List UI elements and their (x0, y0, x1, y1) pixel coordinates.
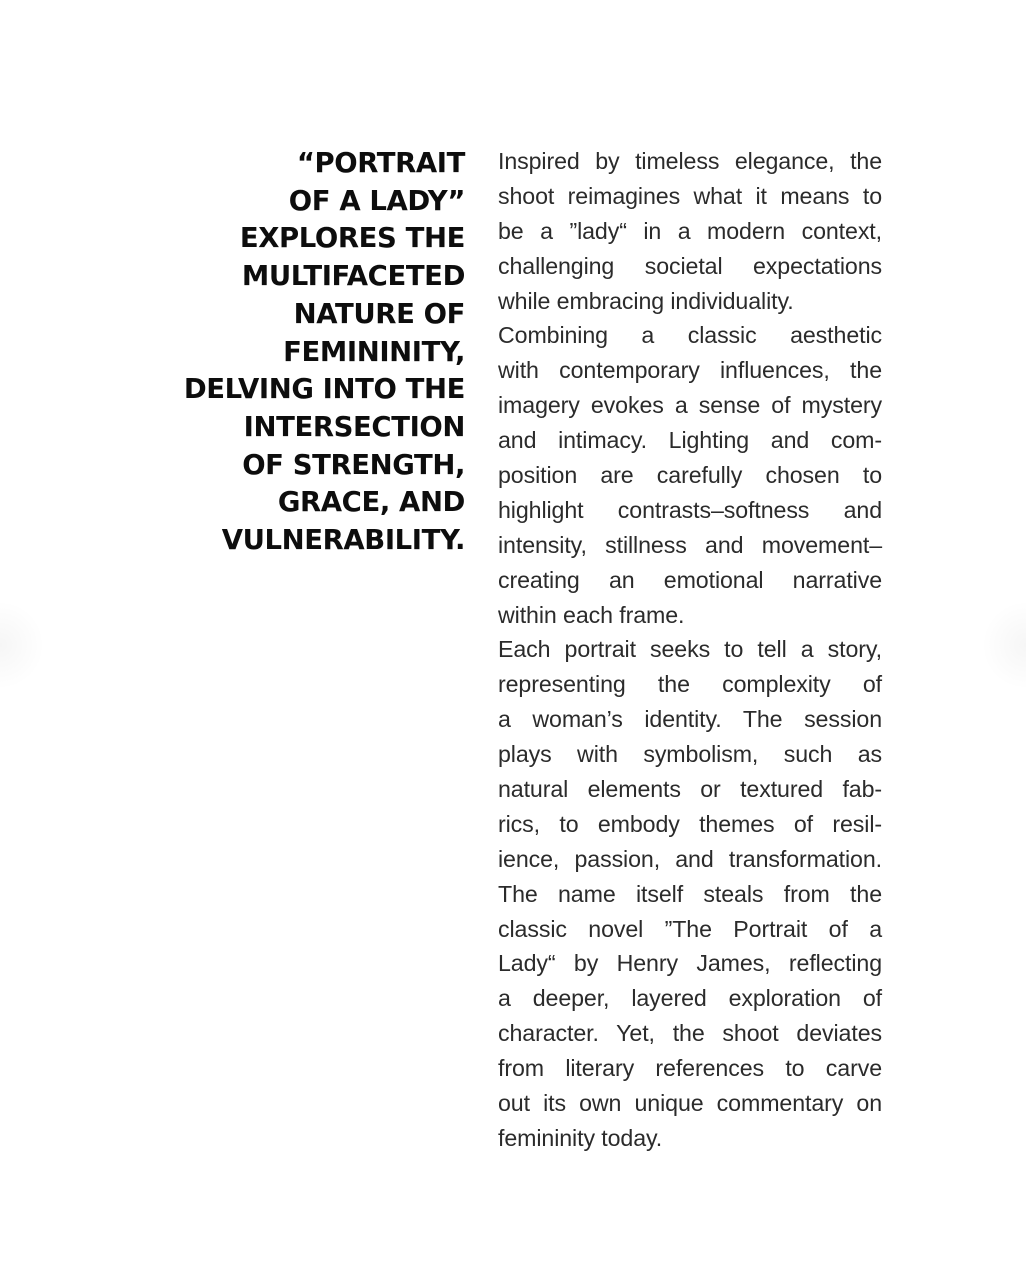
body-line: representing the complexity of (498, 671, 882, 698)
pull-quote-heading (120, 145, 465, 560)
body-line: character. Yet, the shoot deviates (498, 1020, 882, 1047)
body-line: highlight contrasts–softness and (498, 496, 882, 523)
heading-line: FEMININITY, (283, 335, 465, 368)
body-line: with contemporary influences, the (498, 357, 882, 384)
heading-line: OF A LADY” (288, 184, 465, 217)
body-line: intensity, stillness and movement– (498, 531, 882, 558)
body-line: classic novel ”The Portrait of a (498, 915, 882, 942)
body-line: and intimacy. Lighting and com- (498, 427, 882, 454)
body-paragraphs (498, 144, 882, 1156)
body-line: creating an emotional narrative (498, 566, 882, 593)
heading-line: VULNERABILITY. (221, 524, 465, 557)
body-line: plays with symbolism, such as (498, 741, 882, 768)
body-line: within each frame. (498, 601, 685, 628)
body-line: out its own unique commentary on (498, 1090, 882, 1117)
right-edge-shadow (981, 600, 1026, 690)
body-line: Lady“ by Henry James, reflecting (498, 950, 882, 977)
body-line: femininity today. (498, 1124, 663, 1151)
heading-line: INTERSECTION (243, 410, 465, 443)
body-line: position are carefully chosen to (498, 462, 882, 489)
heading-line: OF STRENGTH, (242, 448, 465, 481)
body-line: from literary references to carve (498, 1055, 882, 1082)
body-line: rics, to embody themes of resil- (498, 810, 882, 837)
body-line: natural elements or textured fab- (498, 776, 882, 803)
body-line: Combining a classic aesthetic (498, 322, 882, 349)
heading-line: MULTIFACETED (241, 260, 465, 293)
heading-line: NATURE OF (293, 297, 465, 330)
heading-line: EXPLORES THE (239, 222, 465, 255)
left-edge-shadow (0, 600, 45, 690)
body-line: a woman’s identity. The session (498, 706, 882, 733)
heading-line: DELVING INTO THE (183, 373, 465, 406)
body-line: imagery evokes a sense of mystery (498, 392, 882, 419)
body-line: be a ”lady“ in a modern context, (498, 217, 882, 244)
body-line: The name itself steals from the (498, 880, 882, 907)
body-line: while embracing individuality. (498, 287, 794, 314)
body-line: ience, passion, and transformation. (498, 845, 882, 872)
body-line: shoot reimagines what it means to (498, 182, 882, 209)
body-line: challenging societal expectations (498, 252, 882, 279)
heading-line: “PORTRAIT (296, 147, 465, 179)
body-line: a deeper, layered exploration of (498, 985, 882, 1012)
body-line: Inspired by timeless elegance, the (498, 148, 882, 174)
heading-line: GRACE, AND (277, 486, 465, 519)
body-line: Each portrait seeks to tell a story, (498, 636, 882, 663)
